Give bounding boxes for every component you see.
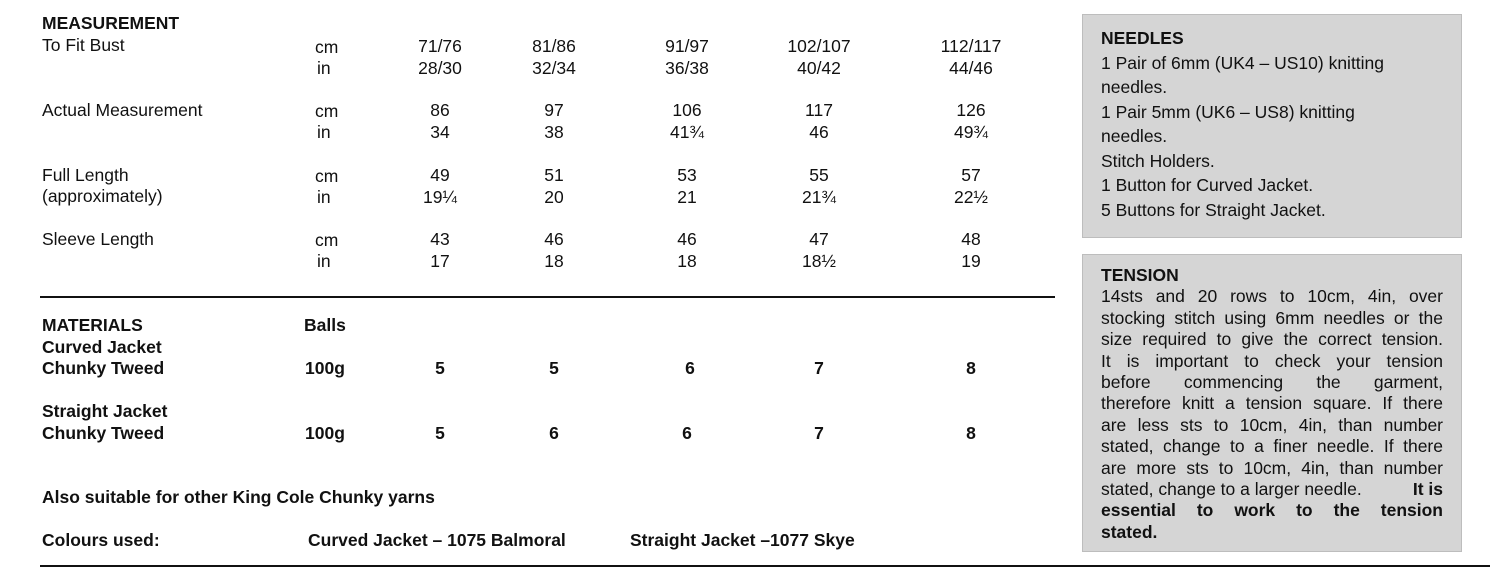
cell-in: 19¼ [422,187,458,207]
unit-in: in [317,122,331,142]
needles-box [1082,14,1462,238]
needles-line: Stitch Holders. [1101,150,1215,171]
cell-in: 41¾ [669,122,705,142]
colour-curved: Curved Jacket – 1075 Balmoral [308,530,566,550]
needles-line: 1 Button for Curved Jacket. [1101,175,1314,195]
tension-line: size required to give the correct tension. [1101,329,1443,350]
unit-in: in [317,251,331,271]
yarn-weight: 100g [305,423,345,443]
cell-in: 21¾ [801,187,837,207]
unit-in: in [317,58,331,78]
cell-in: 40/42 [797,58,841,78]
cell-cm: 55 [809,165,829,185]
materials-heading: MATERIALS [42,315,143,335]
ball-count: 6 [685,358,695,378]
tension-line: are more sts to 10cm, 4in, than number [1101,457,1443,478]
colours-label: Colours used: [42,530,160,550]
needles-line: needles. [1101,126,1168,146]
needles-line: 5 Buttons for Straight Jacket. [1101,199,1326,220]
bottom-rule [40,565,1490,567]
cell-in: 28/30 [418,58,462,78]
row-label: Straight Jacket [42,401,168,421]
cell-in: 44/46 [949,58,993,78]
unit-cm: cm [315,37,339,57]
ball-count: 7 [814,423,824,443]
cell-in: 18 [677,251,697,271]
tension-box [1082,254,1462,552]
cell-cm: 47 [809,229,829,249]
tension-emphasis: It is [1412,479,1443,500]
cell-in: 38 [544,122,564,142]
cell-cm: 97 [544,100,564,120]
ball-count: 8 [966,423,976,443]
ball-count: 8 [966,358,976,378]
ball-count: 5 [435,358,445,378]
tension-emphasis: essential to work to the tension [1101,500,1443,521]
row-label: Full Length [42,165,129,185]
row-label: Actual Measurement [42,100,203,120]
cell-in: 18½ [801,251,837,271]
tension-line: before commencing the garment, [1101,372,1443,393]
ball-count: 6 [682,423,692,443]
tension-line: 14sts and 20 rows to 10cm, 4in, over [1101,286,1443,307]
cell-cm: 106 [672,100,702,120]
cell-cm: 46 [677,229,697,249]
needles-title: NEEDLES [1101,28,1184,48]
section-divider [40,296,1055,298]
cell-in: 46 [809,122,829,142]
cell-cm: 81/86 [532,36,576,56]
cell-in: 19 [961,251,981,271]
row-label: Curved Jacket [42,337,162,357]
balls-label: Balls [304,315,346,335]
colour-straight: Straight Jacket –1077 Skye [630,530,855,550]
tension-line: are less sts to 10cm, 4in, than number [1101,414,1443,435]
row-label: To Fit Bust [42,35,125,55]
cell-cm: 71/76 [418,36,462,56]
cell-in: 22½ [953,187,989,207]
also-suitable-note: Also suitable for other King Cole Chunky yarns [42,487,435,507]
unit-in: in [317,187,331,207]
needles-line: needles. [1101,77,1168,97]
yarn-weight: 100g [305,358,345,378]
cell-in: 20 [544,187,564,207]
cell-cm: 112/117 [940,36,1002,56]
measurement-heading: MEASUREMENT [42,13,180,33]
cell-cm: 49 [430,165,450,185]
cell-in: 32/34 [532,58,576,78]
cell-cm: 117 [805,100,833,120]
ball-count: 5 [435,423,445,443]
cell-in: 18 [544,251,564,271]
cell-in: 36/38 [665,58,709,78]
row-label: Sleeve Length [42,229,154,249]
cell-cm: 53 [677,165,697,185]
tension-line: It is important to check your tension [1101,350,1443,371]
cell-in: 49¾ [953,122,989,142]
cell-cm: 91/97 [665,36,709,56]
ball-count: 6 [549,423,559,443]
tension-text: stated, change to a larger needle. [1101,479,1362,500]
cell-cm: 126 [956,100,986,120]
needles-line: 1 Pair of 6mm (UK4 – US10) knitting [1101,52,1385,73]
cell-in: 34 [430,122,450,142]
cell-in: 21 [677,187,697,207]
ball-count: 5 [549,358,559,378]
unit-cm: cm [315,101,339,121]
tension-emphasis: stated. [1101,521,1158,542]
cell-cm: 57 [961,165,981,185]
cell-cm: 43 [430,229,450,249]
cell-cm: 51 [544,165,564,185]
unit-cm: cm [315,230,339,250]
cell-cm: 86 [430,100,450,120]
tension-line [1101,479,1443,500]
row-label: (approximately) [42,186,163,206]
cell-cm: 46 [544,229,564,249]
unit-cm: cm [315,166,339,186]
tension-line: stocking stitch using 6mm needles or the [1101,307,1443,328]
cell-in: 17 [430,251,450,271]
cell-cm: 102/107 [787,36,851,56]
ball-count: 7 [814,358,824,378]
cell-cm: 48 [961,229,981,249]
tension-line: stated, change to a finer needle. If there [1101,436,1443,457]
tension-line: therefore knitt a tension square. If there [1101,393,1443,414]
needles-line: 1 Pair 5mm (UK6 – US8) knitting [1101,101,1355,122]
row-label: Chunky Tweed [42,358,165,378]
tension-title: TENSION [1101,265,1179,285]
row-label: Chunky Tweed [42,423,165,443]
